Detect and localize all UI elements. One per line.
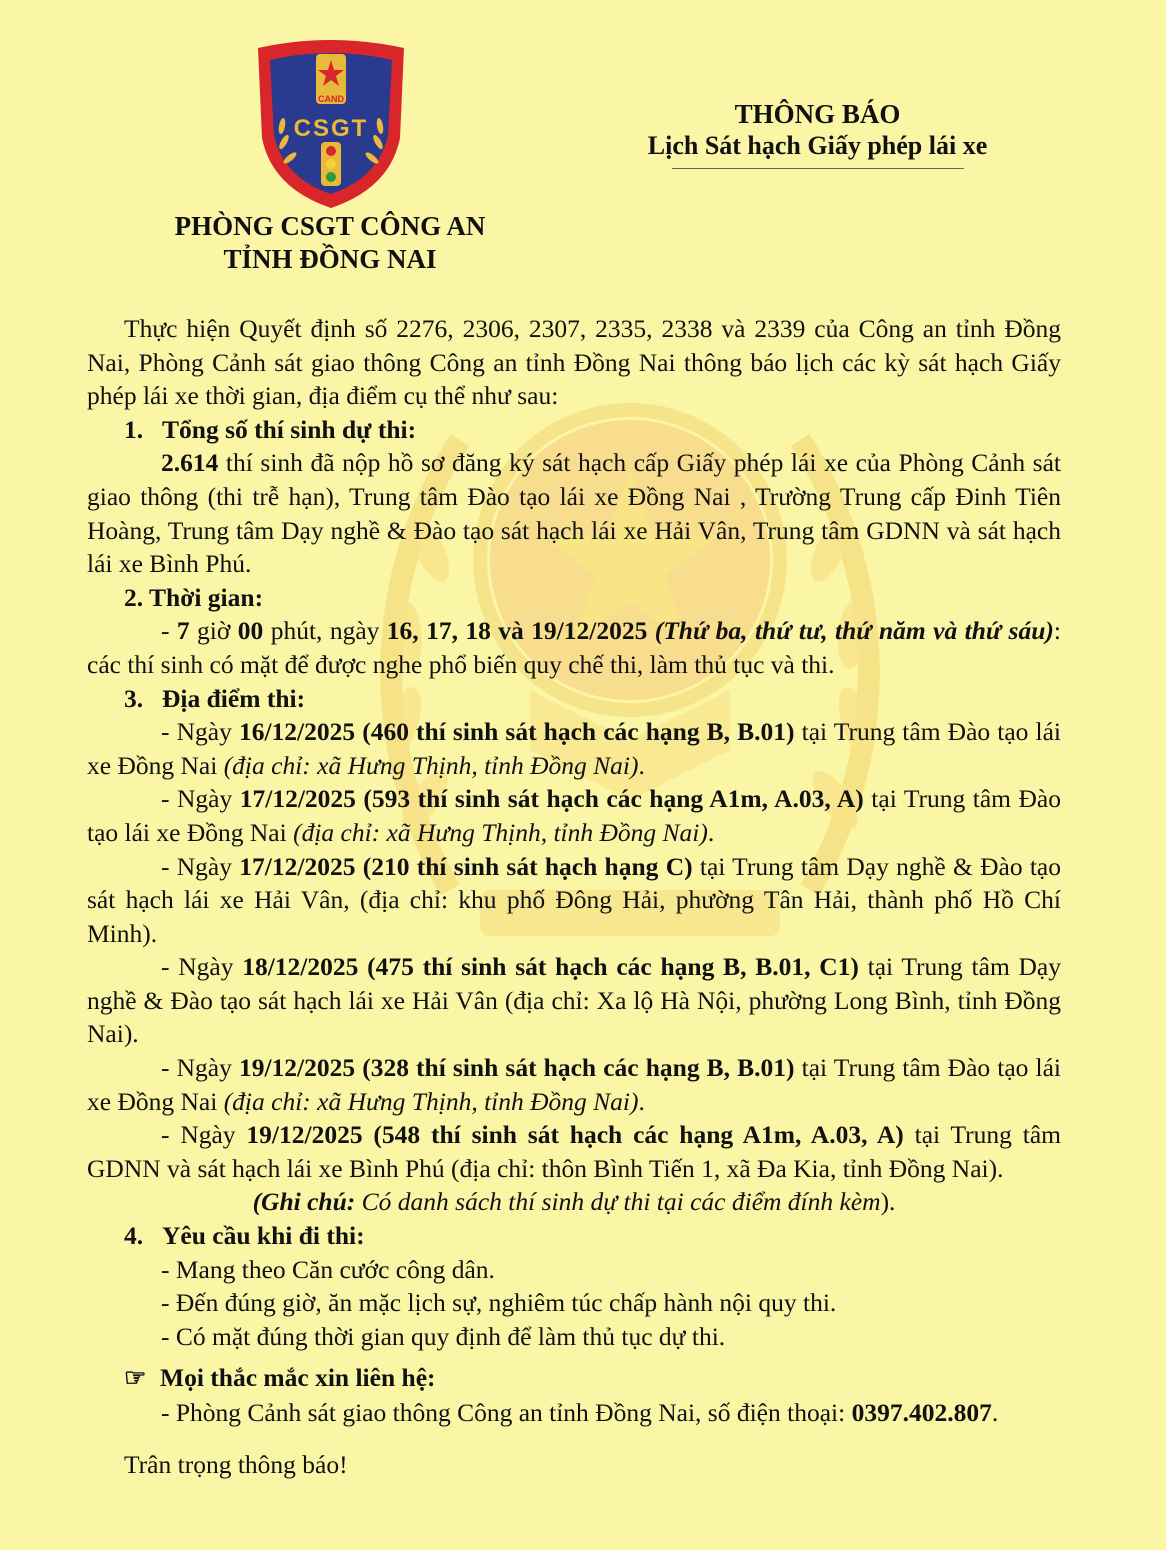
- section-2-paragraph: [87, 614, 1061, 681]
- hour-unit: giờ: [189, 616, 238, 646]
- exam-dates: 16, 17, 18 và 19/12/2025: [386, 616, 648, 646]
- csgt-shield-logo: [250, 38, 412, 210]
- requirement-item: - Đến đúng giờ, ăn mặc lịch sự, nghiêm túc chấp hành nội quy thi.: [161, 1288, 837, 1318]
- section-3-number: 3.: [124, 683, 144, 713]
- notice-body: [87, 312, 1061, 1481]
- dash: -: [161, 616, 177, 646]
- note-text: Có danh sách thí sinh dự thi tại các điểm đính kèm: [355, 1187, 881, 1217]
- section-3-heading: [87, 682, 1061, 716]
- organization-name: [130, 210, 530, 276]
- intro-paragraph: Thực hiện Quyết định số 2276, 2306, 2307, 2335, 2338 và 2339 của Công an tỉnh Đồng Nai, Phòng Cảnh sát giao thông Công an tỉnh Đồng Nai thông báo lịch các kỳ sát hạch Giấy phép lái xe thời gian, địa điểm cụ thể như sau:: [87, 314, 1061, 411]
- location-item: - Ngày 17/12/2025 (210 thí sinh sát hạch hạng C) tại Trung tâm Dạy nghề & Đào tạo sát hạch lái xe Hải Vân, (địa chỉ: khu phố Đông Hải, phường Tân Hải, thành phố Hồ Chí Minh).: [87, 851, 1061, 948]
- notice-title: THÔNG BÁO: [734, 99, 901, 129]
- location-item: - Ngày 19/12/2025 (548 thí sinh sát hạch các hạng A1m, A.03, A) tại Trung tâm GDNN và sát hạch lái xe Bình Phú (địa chỉ: thôn Bình Tiến 1, xã Đa Kia, tỉnh Đồng Nai).: [87, 1120, 1061, 1183]
- section-4-title: Yêu cầu khi đi thi:: [162, 1221, 365, 1251]
- requirement-item: - Mang theo Căn cước công dân.: [161, 1254, 495, 1284]
- attachment-note: [87, 1185, 1061, 1219]
- section-1-text: thí sinh đã nộp hồ sơ đăng ký sát hạch cấp Giấy phép lái xe của Phòng Cảnh sát giao thông (thi trễ hạn), Trung tâm Đào tạo lái xe Đồng Nai , Trường Trung cấp Đinh Tiên Hoàng, Trung tâm Dạy nghề & Đào tạo sát hạch lái xe Hải Vân, Trung tâm GDNN và sát hạch lái xe Bình Phú.: [87, 448, 1061, 579]
- location-item: - Ngày 19/12/2025 (328 thí sinh sát hạch các hạng B, B.01) tại Trung tâm Đào tạo lái xe Đồng Nai (địa chỉ: xã Hưng Thịnh, tỉnh Đồng Nai).: [87, 1053, 1061, 1116]
- logo-text-cand: CAND: [318, 94, 344, 104]
- candidate-count: 2.614: [161, 448, 219, 478]
- pointing-hand-icon: ☞: [124, 1365, 147, 1393]
- logo-text-csgt: CSGT: [293, 115, 369, 142]
- contact-line: - Phòng Cảnh sát giao thông Công an tỉnh Đồng Nai, số điện thoại: 0397.402.807.: [161, 1398, 999, 1427]
- contact-heading: [87, 1361, 1061, 1396]
- notice-subtitle: Lịch Sát hạch Giấy phép lái xe: [647, 131, 988, 160]
- section-4-heading: [87, 1219, 1061, 1253]
- exam-hour: 7: [176, 616, 190, 646]
- section-1-number: 1.: [124, 414, 144, 444]
- section-1-heading: [87, 413, 1061, 447]
- location-item: - Ngày 17/12/2025 (593 thí sinh sát hạch các hạng A1m, A.03, A) tại Trung tâm Đào tạo lái xe Đồng Nai (địa chỉ: xã Hưng Thịnh, tỉnh Đồng Nai).: [87, 784, 1061, 847]
- note-end: ).: [880, 1187, 896, 1217]
- section-2-heading: 2. Thời gian:: [124, 582, 264, 612]
- heading-underline: [672, 168, 964, 169]
- section-1-paragraph: [87, 446, 1061, 580]
- location-item: - Ngày 18/12/2025 (475 thí sinh sát hạch các hạng B, B.01, C1) tại Trung tâm Dạy nghề & Đào tạo sát hạch lái xe Hải Vân (địa chỉ: Xa lộ Hà Nội, phường Long Bình, tỉnh Đồng Nai).: [87, 952, 1062, 1049]
- organization-line-2: TỈNH ĐỒNG NAI: [223, 244, 437, 274]
- organization-line-1: PHÒNG CSGT CÔNG AN: [174, 211, 486, 241]
- note-label: (Ghi chú:: [252, 1187, 356, 1217]
- section-4-number: 4.: [124, 1221, 144, 1251]
- contact-title: Mọi thắc mắc xin liên hệ:: [160, 1363, 436, 1393]
- exam-minute: 00: [237, 616, 264, 646]
- section-3-title: Địa điểm thi:: [162, 683, 306, 713]
- notice-heading: [625, 98, 1010, 169]
- section-1-title: Tổng số thí sinh dự thi:: [162, 414, 417, 444]
- closing-line: Trân trọng thông báo!: [124, 1449, 348, 1479]
- exam-weekdays: (Thứ ba, thứ tư, thứ năm và thứ sáu): [647, 616, 1054, 646]
- contact-text: - Phòng Cảnh sát giao thông Công an tỉnh Đồng Nai, số điện thoại:: [161, 1398, 852, 1427]
- contact-phone: 0397.402.807: [851, 1398, 992, 1427]
- section-2-text: : các thí sinh có mặt để được nghe phổ biến quy chế thi, làm thủ tục và thi.: [87, 616, 1062, 679]
- minute-unit: phút, ngày: [263, 616, 387, 646]
- location-item: - Ngày 16/12/2025 (460 thí sinh sát hạch các hạng B, B.01) tại Trung tâm Đào tạo lái xe Đồng Nai (địa chỉ: xã Hưng Thịnh, tỉnh Đồng Nai).: [87, 717, 1061, 780]
- requirement-item: - Có mặt đúng thời gian quy định để làm thủ tục dự thi.: [161, 1321, 726, 1351]
